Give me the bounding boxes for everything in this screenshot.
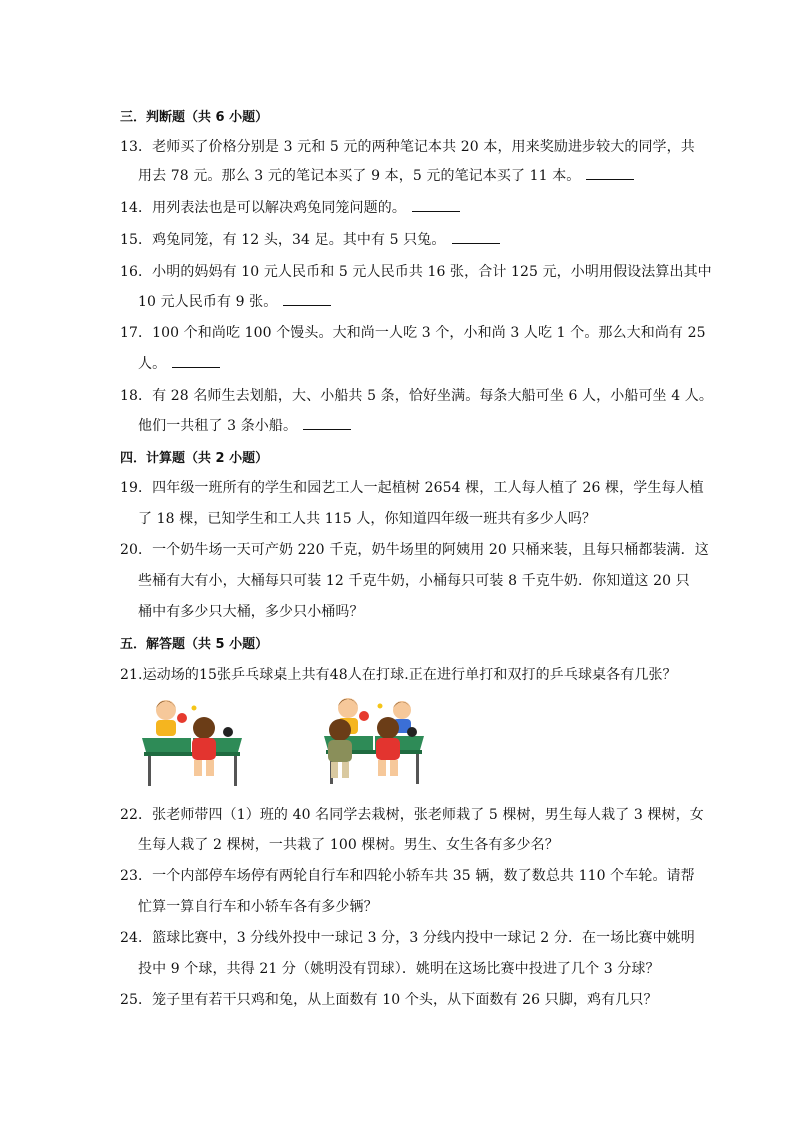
- q17-line2: 人。: [138, 353, 220, 373]
- q22-line1: 22．张老师带四（1）班的 40 名同学去栽树，张老师栽了 5 棵树，男生每人栽了 3 棵树，女: [120, 807, 704, 823]
- q24-line2: 投中 9 个球，共得 21 分（姚明没有罚球）．姚明在这场比赛中投进了几个 3 分球？: [138, 961, 660, 977]
- q18-line2: 他们一共租了 3 条小船。: [138, 415, 351, 435]
- q20-line3: 桶中有多少只大桶，多少只小桶吗？: [138, 604, 364, 620]
- answer-blank[interactable]: [412, 199, 460, 212]
- q13-line1: 13．老师买了价格分别是 3 元和 5 元的两种笔记本共 20 本，用来奖励进步较大的同学，共: [120, 139, 695, 155]
- answer-blank[interactable]: [586, 167, 634, 180]
- ball-icon: [378, 704, 383, 709]
- q20-line2: 些桶有大有小，大桶每只可装 12 千克牛奶，小桶每只可装 8 千克牛奶．你知道这 20 只: [138, 573, 690, 589]
- ball-icon: [192, 706, 197, 711]
- answer-blank[interactable]: [303, 417, 351, 430]
- q22-line2: 生每人栽了 2 棵树，一共栽了 100 棵树。男生、女生各有多少名？: [138, 837, 559, 853]
- q25-line1: 25．笼子里有若干只鸡和兔，从上面数有 10 个头，从下面数有 26 只脚，鸡有几只？: [120, 992, 658, 1008]
- q19-line2: 了 18 棵，已知学生和工人共 115 人，你知道四年级一班共有多少人吗？: [138, 511, 597, 527]
- section-heading-answer: 五．解答题（共 5 小题）: [120, 637, 269, 652]
- q16-line2: 10 元人民币有 9 张。: [138, 291, 331, 311]
- q23-line2: 忙算一算自行车和小轿车各有多少辆？: [138, 899, 378, 915]
- section-heading-calc: 四．计算题（共 2 小题）: [120, 451, 269, 466]
- q17-line1: 17．100 个和尚吃 100 个馒头。大和尚一人吃 3 个，小和尚 3 人吃 1 个。那么大和尚有 25: [120, 325, 706, 341]
- answer-blank[interactable]: [452, 231, 500, 244]
- q20-line1: 20．一个奶牛场一天可产奶 220 千克，奶牛场里的阿姨用 20 只桶来装，且每只桶都装满．这: [120, 542, 709, 558]
- paddle-icon: [359, 711, 369, 721]
- q13-line2: 用去 78 元。那么 3 元的笔记本买了 9 本，5 元的笔记本买了 11 本。: [138, 165, 634, 185]
- q21-line1: 21.运动场的15张乒乓球桌上共有48人在打球.正在进行单打和双打的乒乓球桌各有几张？: [120, 667, 677, 683]
- q14-line1: 14．用列表法也是可以解决鸡兔同笼问题的。: [120, 197, 460, 217]
- q15-line1: 15．鸡兔同笼，有 12 头，34 足。其中有 5 只兔。: [120, 229, 500, 249]
- section-heading-judge: 三．判断题（共 6 小题）: [120, 110, 269, 125]
- answer-blank[interactable]: [283, 293, 331, 306]
- q19-line1: 19．四年级一班所有的学生和园艺工人一起植树 2654 棵，工人每人植了 26 棵，学生每人植: [120, 480, 704, 496]
- q16-line1: 16．小明的妈妈有 10 元人民币和 5 元人民币共 16 张，合计 125 元，小明用假设法算出其中: [120, 264, 712, 280]
- q18-line1: 18．有 28 名师生去划船，大、小船共 5 条，恰好坐满。每条大船可坐 6 人，小船可坐 4 人。: [120, 388, 713, 404]
- q24-line1: 24．篮球比赛中，3 分线外投中一球记 3 分，3 分线内投中一球记 2 分．在一场比赛中姚明: [120, 930, 695, 946]
- q23-line1: 23．一个内部停车场停有两轮自行车和四轮小轿车共 35 辆，数了数总共 110 个车轮。请帮: [120, 868, 695, 884]
- answer-blank[interactable]: [172, 355, 220, 368]
- doubles-table-tennis-illustration: [318, 688, 428, 790]
- singles-table-tennis-illustration: [138, 690, 246, 790]
- paddle-icon: [177, 713, 187, 723]
